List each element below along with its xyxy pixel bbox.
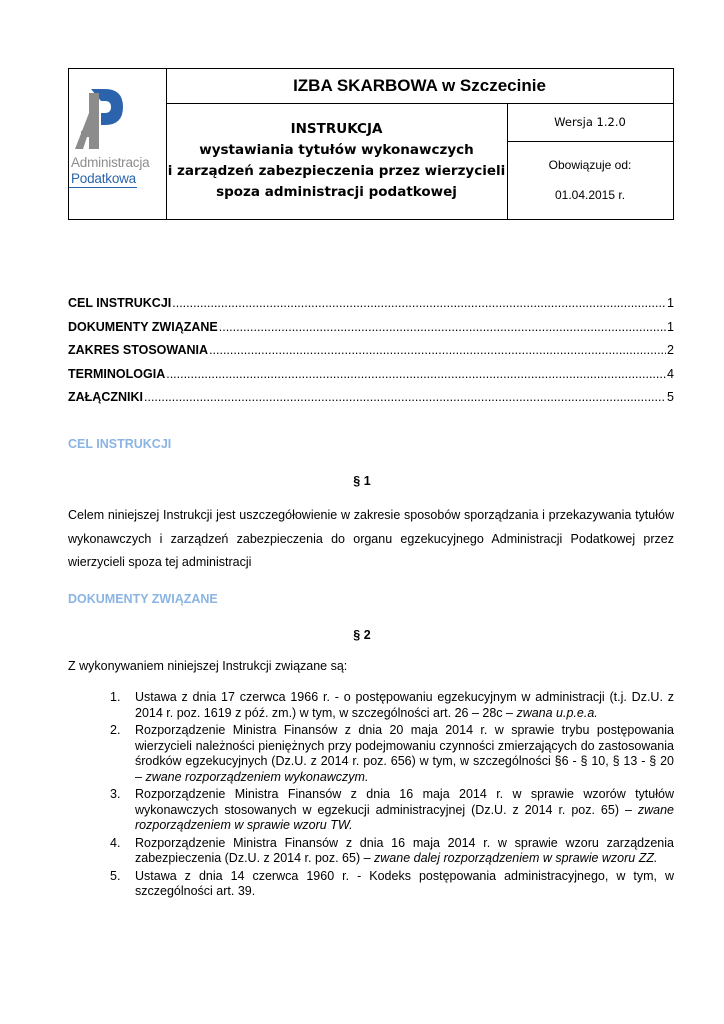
list-item bbox=[110, 723, 674, 785]
logo-text-line1: Administracja bbox=[71, 155, 150, 170]
list-item-text: Ustawa z dnia 14 czerwca 1960 r. - Kodeks postępowania administracyjnego, w tym, w szczególności art. 39. bbox=[135, 868, 674, 898]
organization-name: IZBA SKARBOWA w Szczecinie bbox=[166, 69, 673, 104]
toc-entry[interactable] bbox=[68, 292, 674, 316]
list-item-text: Rozporządzenie Ministra Finansów z dnia 20 maja 2014 r. w sprawie trybu postępowania wierzycieli należności pieniężnych przy podejmowaniu czynności zmierzających do zastosowania środków egzekucyjnych (Dz.U. z 2014 r. poz. 656) w tym, w szczególności §6 - § 10, § 13 - § 20 – bbox=[135, 723, 674, 784]
list-item-text: Rozporządzenie Ministra Finansów z dnia 16 maja 2014 r. w sprawie wzorów tytułów wykonawczych stosowanych w egzekucji administracyjnej (Dz.U. z 2014 r. poz. 65) – bbox=[135, 787, 674, 817]
toc-entry-title: ZAKRES STOSOWANIA bbox=[68, 343, 209, 357]
list-item-number: 4. bbox=[110, 835, 121, 850]
version-label: Wersja 1.2.0 bbox=[507, 103, 673, 142]
validity-cell bbox=[507, 141, 673, 219]
related-documents-list bbox=[110, 690, 674, 902]
section1-body-text: Celem niniejszej Instrukcji jest uszczegółowienie w zakresie sposobów sporządzania i przekazywania tytułów wykonawczych i zarządzeń zabezpieczenia do organu egzekucyjnego Administracji Podatkowej przez wierzycieli spoza tej administracji bbox=[68, 508, 674, 569]
list-item-italic: zwane dalej rozporządzeniem w sprawie wzoru ZZ. bbox=[374, 851, 658, 865]
section-heading-cel-instrukcji: CEL INSTRUKCJI bbox=[68, 437, 172, 451]
toc-entry-title: DOKUMENTY ZWIĄZANE bbox=[68, 319, 218, 334]
administracja-podatkowa-logo bbox=[69, 83, 166, 193]
section-heading-dokumenty-zwiazane: DOKUMENTY ZWIĄZANE bbox=[68, 592, 218, 606]
toc-leader-dots bbox=[166, 363, 666, 387]
list-item bbox=[110, 690, 674, 721]
list-item-text: Rozporządzenie Ministra Finansów z dnia 16 maja 2014 r. w sprawie wzoru zarządzenia zabezpieczenia (Dz.U. z 2014 r. poz. 65) – bbox=[135, 835, 674, 865]
list-item-text: Ustawa z dnia 17 czerwca 1966 r. - o postępowaniu egzekucyjnym w administracji (t.j. Dz.U. z 2014 r. poz. 1619 z póź. zm.) w tym, w szczególności art. 26 – 28c – bbox=[135, 690, 674, 720]
toc-entry-title: CEL INSTRUKCJI bbox=[68, 296, 172, 310]
toc-entry-page: 1 bbox=[667, 296, 674, 310]
list-item-number: 1. bbox=[110, 690, 121, 704]
list-item bbox=[110, 836, 674, 867]
toc-entry[interactable] bbox=[68, 316, 674, 340]
title-line-3: i zarządzeń zabezpieczenia przez wierzycieli bbox=[167, 163, 506, 179]
toc-entry-title: TERMINOLOGIA bbox=[68, 366, 166, 381]
toc-entry[interactable] bbox=[68, 363, 674, 387]
list-item-number: 5. bbox=[110, 868, 121, 883]
toc-entry[interactable] bbox=[68, 386, 674, 410]
document-header bbox=[68, 68, 674, 220]
toc-entry-page: 5 bbox=[667, 390, 674, 404]
logo-emblem-icon bbox=[71, 83, 131, 155]
toc-leader-dots bbox=[172, 292, 666, 316]
section2-intro: Z wykonywaniem niniejszej Instrukcji związane są: bbox=[68, 659, 348, 673]
list-item bbox=[110, 787, 674, 834]
paragraph-sign-1: § 1 bbox=[353, 474, 371, 488]
toc-leader-dots bbox=[144, 386, 666, 410]
list-item bbox=[110, 869, 674, 900]
toc-entry-page: 1 bbox=[667, 319, 674, 334]
list-item-italic: zwane rozporządzeniem wykonawczym. bbox=[145, 769, 369, 784]
toc-leader-dots bbox=[209, 339, 666, 363]
logo-text-line2: Podatkowa bbox=[71, 171, 136, 186]
list-item-number: 2. bbox=[110, 723, 121, 737]
paragraph-sign-2: § 2 bbox=[353, 628, 371, 642]
document-title bbox=[166, 103, 508, 219]
valid-from-label: Obowiązuje od: bbox=[548, 158, 632, 172]
toc-entry-page: 4 bbox=[667, 366, 674, 381]
list-item-italic: zwane rozporządzeniem w sprawie wzoru TW. bbox=[135, 802, 674, 832]
toc-entry[interactable] bbox=[68, 339, 674, 363]
logo-cell bbox=[69, 69, 167, 219]
toc-leader-dots bbox=[219, 316, 666, 340]
title-line-1: INSTRUKCJA bbox=[290, 121, 383, 137]
toc-entry-page: 2 bbox=[667, 343, 674, 357]
list-item-number: 3. bbox=[110, 787, 121, 801]
title-line-2: wystawiania tytułów wykonawczych bbox=[199, 142, 474, 158]
toc-entry-title: ZAŁĄCZNIKI bbox=[68, 390, 143, 404]
logo-underline bbox=[69, 187, 137, 188]
valid-from-date: 01.04.2015 r. bbox=[554, 188, 626, 202]
title-line-4: spoza administracji podatkowej bbox=[216, 184, 457, 200]
table-of-contents bbox=[68, 292, 674, 410]
list-item-italic: zwana u.p.e.a. bbox=[516, 705, 598, 720]
